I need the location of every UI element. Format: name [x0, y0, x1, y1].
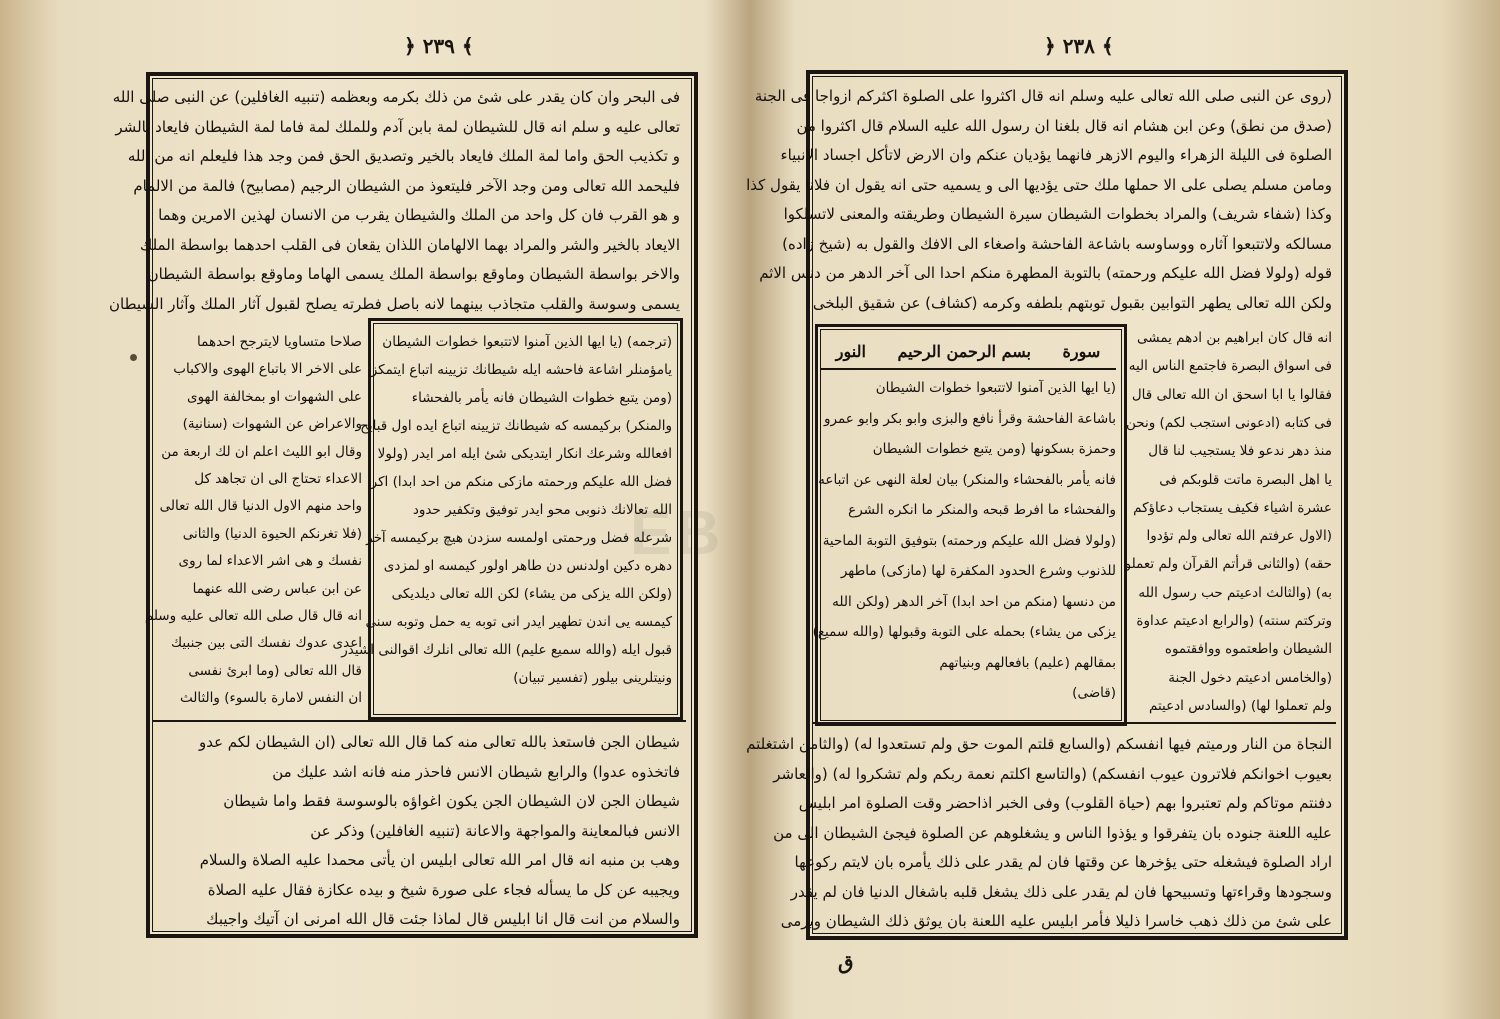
text-line: وهب بن منبه انه قال امر الله تعالى ابليس ان يأتى محمدا عليه الصلاة والسلام [199, 851, 680, 869]
text-line: به) (والثالث ادعيتم حب رسول الله [1138, 584, 1332, 601]
sura-header [820, 334, 1116, 370]
text-line: انه قال كان ابراهيم بن ادهم يمشى [1137, 330, 1332, 346]
text-line: فليحمد الله تعالى ومن وجد الآخر فليتعوذ من الشيطان الرجيم (مصابيح) فالمة من الالمام [133, 176, 680, 195]
text-line: دهره دكين اولدنس دن طاهر اولور كيمسه او لمزدى [383, 558, 672, 574]
text-line: تعالى عليه و سلم انه قال للشيطان لمة بابن آدم وللملك لمة فاما لمة الشيطان فايعاد بالشر [115, 117, 680, 136]
text-line: (فلا تغرنكم الحيوة الدنيا) والثانى [182, 525, 362, 542]
text-line: (ولكن الله يزكى من يشاء) لكن الله تعالى ديلديكى [391, 586, 672, 602]
text-line: وسجودها وقراءتها وتسبيحها فان لم يقدر على ذلك يشغل قلبه باشغال الدنيا فان لم يقدر [790, 882, 1332, 901]
text-line: قوله (ولولا فضل الله عليكم ورحمته) بالتوبة المطهرة منكم احدا الى آخر الدهر من دنس الاثم [759, 264, 1332, 282]
basmala: بسم الرحمن الرحيم [897, 341, 1031, 361]
text-line: عشرة اشياء فكيف يستجاب دعاؤكم [1133, 499, 1332, 516]
text-line: (يا ايها الذين آمنوا لاتتبعوا خطوات الشيطان [875, 380, 1116, 396]
text-line: على شئ من ذلك ذهب خاسرا ذليلا فأمر ابليس عليه اللعنة بان يوثق ذلك الشيطان ويرمى [780, 912, 1332, 930]
text-line: نفسك و هى اشر الاعداء لما روى [178, 553, 362, 570]
text-line: والفحشاء ما افرط قبحه والمنكر ما انكره الشرع [848, 502, 1116, 518]
text-line: على الاخر الا باتباع الهوى والاكباب [173, 361, 362, 378]
text-line: فاتخذوه عدوا) والرابع شيطان الانس فاحذر منه فانه اشد عليك من [272, 762, 680, 781]
text-line: (قاضى) [1072, 685, 1116, 701]
text-line: وحمزة بسكونها (ومن يتبع خطوات الشيطان [872, 441, 1116, 457]
text-line: (صدق من نطق) وعن ابن هشام انه قال بلغنا ان رسول الله عليه السلام قال اكثروا من [796, 116, 1332, 135]
text-line: ولم تعملوا لها) (والسادس ادعيتم [1148, 697, 1332, 714]
text-line: حقه) (والثانى قرأتم القرآن ولم تعملوا [1120, 556, 1332, 573]
sura-name: النور [835, 341, 866, 361]
text-line: بمقالهم (عليم) بافعالهم وبنياتهم [939, 654, 1116, 671]
text-line: الشيطان واطعتموه ووافقتموه [1164, 641, 1332, 658]
text-line: والمنكر) بركيمسه كه شيطانك تزيينه اتباع ايده اول قبايح [360, 418, 672, 434]
text-line: الله تعالانك ذنوبى محو ايدر توفيق وتكفير حدود [412, 502, 672, 518]
text-line: اراد الصلوة فيشغله حتى يؤخرها عن وقتها فان لم يقدر على ذلك يأمره بان لايتم ركوعها [794, 853, 1332, 871]
text-line: الايعاد بالخير والشر والمراد بهما الالهامان اللذان يقعان فى القلب احدهما بواسطة الملك [139, 235, 680, 254]
text-line: قبول ايله (والله سميع عليم) الله تعالى انلرك اقوالنى اشيدر [341, 642, 672, 658]
sura-label: سورة [1062, 341, 1101, 361]
text-line: النجاة من النار ورميتم فيها انفسكم (والسابع قلتم الموت حق ولم تستعدوا له) (والثامن اشتغلتم [746, 735, 1332, 753]
text-line: فقالوا يا ابا اسحق ان الله تعالى قال [1131, 386, 1332, 403]
watermark: EB [630, 499, 725, 568]
text-line: الصلوة فى الليلة الزهراء واليوم الازهر فانهما يؤديان عنكم وان الارض لاتأكل اجساد الانبياء [780, 146, 1332, 164]
text-line: عن ابن عباس رضى الله عنهما [192, 580, 362, 597]
text-line: باشاعة الفاحشة وقرأ نافع والبزى وابو بكر وابو عمرو [824, 410, 1116, 427]
text-line: بعيوب اخوانكم فلاترون عيوب انفسكم) (والتاسع اكلتم نعمة ربكم ولم تشكروا له) (والعاشر [773, 764, 1332, 783]
page-number-right: ﴿ ٢٣٨ ﴾ [1044, 34, 1114, 58]
text-line: يامؤمنلر اشاعة فاحشه ايله شيطانك تزيينه اتباع ايتمكز [370, 362, 672, 378]
page-number-left: ﴿ ٢٣٩ ﴾ [404, 34, 474, 58]
text-line: منذ دهر ندعو فلا يستجيب لنا قال [1148, 443, 1332, 460]
text-line: (ولولا فضل الله عليكم ورحمته) بتوفيق التوبة الماحية [822, 532, 1116, 549]
text-line: انه قال قال صلى الله تعالى عليه وسلم [144, 608, 362, 624]
text-line: شرعله فضل ورحمتى اولمسه سزدن هيچ بركيمسه آخر [366, 530, 672, 546]
text-line: شيطان الجن لان الشيطان الجن يكون اغواؤه بالوسوسة فقط واما شيطان [223, 792, 680, 810]
footer-signature: ق [838, 950, 854, 974]
text-line: فى البحر وان كان يقدر على شئ من ذلك بكرمه وبعظمه (تنبيه الغافلين) عن النبى صلى الله [112, 88, 680, 106]
text-line: قال الله تعالى (وما ابرئ نفسى [188, 662, 362, 679]
text-line: على الشهوات او بمخالفة الهوى [187, 388, 362, 405]
text-line: (الاول عرفتم الله تعالى ولم تؤدوا [1146, 528, 1332, 545]
text-line: يزكى من يشاء) بحمله على التوبة وقبولها (والله سميع) [812, 624, 1116, 640]
text-line: يسمى وسوسة والقلب متجاذب بينهما لانه باصل فطرته يصلح لقبول آثار الملك وآثار الشيطان [108, 294, 680, 313]
text-line: الاعداء تحتاج الى ان تجاهد كل [194, 471, 362, 487]
text-line: شيطان الجن فاستعذ بالله تعالى منه كما قال الله تعالى (ان الشيطان لكم عدو [198, 733, 680, 751]
text-line: فانه يأمر بالفحشاء والمنكر) بيان لعلة النهى عن اتباعه [818, 471, 1116, 488]
text-line: والسلام من انت قال انا ابليس قال لماذا جئت قال الله امرنى ان آتيك واجيبك [206, 910, 680, 928]
text-line: ان النفس لامارة بالسوء) والثالث [180, 690, 362, 707]
text-line: اعدى عدوك نفسك التى بين جنبيك [171, 635, 362, 652]
text-line: من دنسها (منكم من احد ابدا) آخر الدهر (ولكن الله [832, 593, 1116, 610]
text-line: (ومن يتبع خطوات الشيطان فانه يأمر بالفحشاء [411, 390, 672, 406]
separator-rule-left [152, 720, 686, 722]
text-line: للذنوب وشرع الحدود المكفرة لها (مازكى) ماطهر [840, 563, 1116, 579]
text-line: ونيتلرينى بيلور (تفسير تبيان) [513, 670, 672, 686]
text-line: صلاحا متساويا لايترجح احدهما [197, 334, 362, 350]
text-line: الانس فبالمعاينة والمواجهة والاعانة (تنبيه الغافلين) وذكر عن [310, 821, 680, 840]
text-line: و هو القرب فان كل واحد من الملك والشيطان يقرب من الانسان لهذين الامرين وهما [158, 206, 680, 224]
text-line: ولكن الله تعالى يطهر التوابين بقبول توبتهم بلطفه وكرمه (كشاف) عن شقيق البلخى [812, 293, 1332, 312]
separator-rule-right [812, 722, 1336, 724]
text-line: كيمسه يى اندن تطهير ايدر انى توبه يه حمل وتوبه سنى [365, 614, 672, 630]
text-line: مسالكه ولاتتبعوا آثاره ووساوسه باشاعة الفاحشة واصغاء الى الافك والقول به (شيخ زاده) [782, 234, 1332, 253]
text-line: يا اهل البصرة ماتت قلوبكم فى [1159, 471, 1332, 488]
text-line: فى اسواق البصرة فاجتمع الناس اليه [1128, 358, 1332, 375]
text-line: افعالله وشرعك انكار ايتديكى شئ ايله امر ايدر (ولولا [377, 446, 672, 462]
text-line: وتركتم سنته) (والرابع ادعيتم عداوة [1136, 613, 1332, 629]
text-line: (روى عن النبى صلى الله تعالى عليه وسلم انه قال اكثروا على الصلوة اكثركم ازواجا فى الجنة [754, 87, 1332, 105]
text-line: والاخر بواسطة الشيطان وماوقع بواسطة الملك يسمى الهاما وماوقع بواسطة الشيطان [147, 265, 680, 283]
text-line: واحد منهم الاول الدنيا قال الله تعالى [159, 498, 362, 515]
text-line: فى كتابه (ادعونى استجب لكم) ونحن [1125, 414, 1332, 431]
text-line: فضل الله عليكم ورحمته مازكى منكم من احد ابدا) اكر [370, 474, 672, 490]
text-line: وكذا (شفاء شريف) والمراد بخطوات الشيطان سيرة الشيطان وطريقته والمعنى لاتسلكوا [783, 205, 1332, 223]
text-line: عليه اللعنة جنوده بان يتفرقوا و يؤذوا الناس و يشغلوهم عن الصلوة فيجئ الشيطان الى من [773, 823, 1332, 842]
text-line: والاعراض عن الشهوات (سنانية) [182, 416, 362, 433]
text-line: وقال ابو الليث اعلم ان لك اربعة من [161, 443, 362, 460]
text-line: (والخامس ادعيتم دخول الجنة [1168, 669, 1332, 686]
text-line: دفنتم موتاكم ولم تعتبروا بهم (حياة القلوب) وفى الخبر اذاحضر وقت الصلوة امر ابليس [798, 794, 1332, 812]
text-line: ومامن مسلم يصلى على الا حملها ملك حتى يؤديها الى و يسميه حتى انه يقول ان فلانا يقول كذا [746, 175, 1332, 194]
text-line: و تكذيب الحق واما لمة الملك فايعاد بالخير وتصديق الحق فمن وجد هذا فليعلم انه من الله [127, 147, 680, 165]
text-line: ويجيبه عن كل ما يسأله فجاء على صورة شيخ و بيده عكازة فقال عليه الصلاة [207, 880, 680, 899]
text-line: (ترجمه) (يا ايها الذين آمنوا لاتتبعوا خطوات الشيطان [382, 334, 672, 350]
